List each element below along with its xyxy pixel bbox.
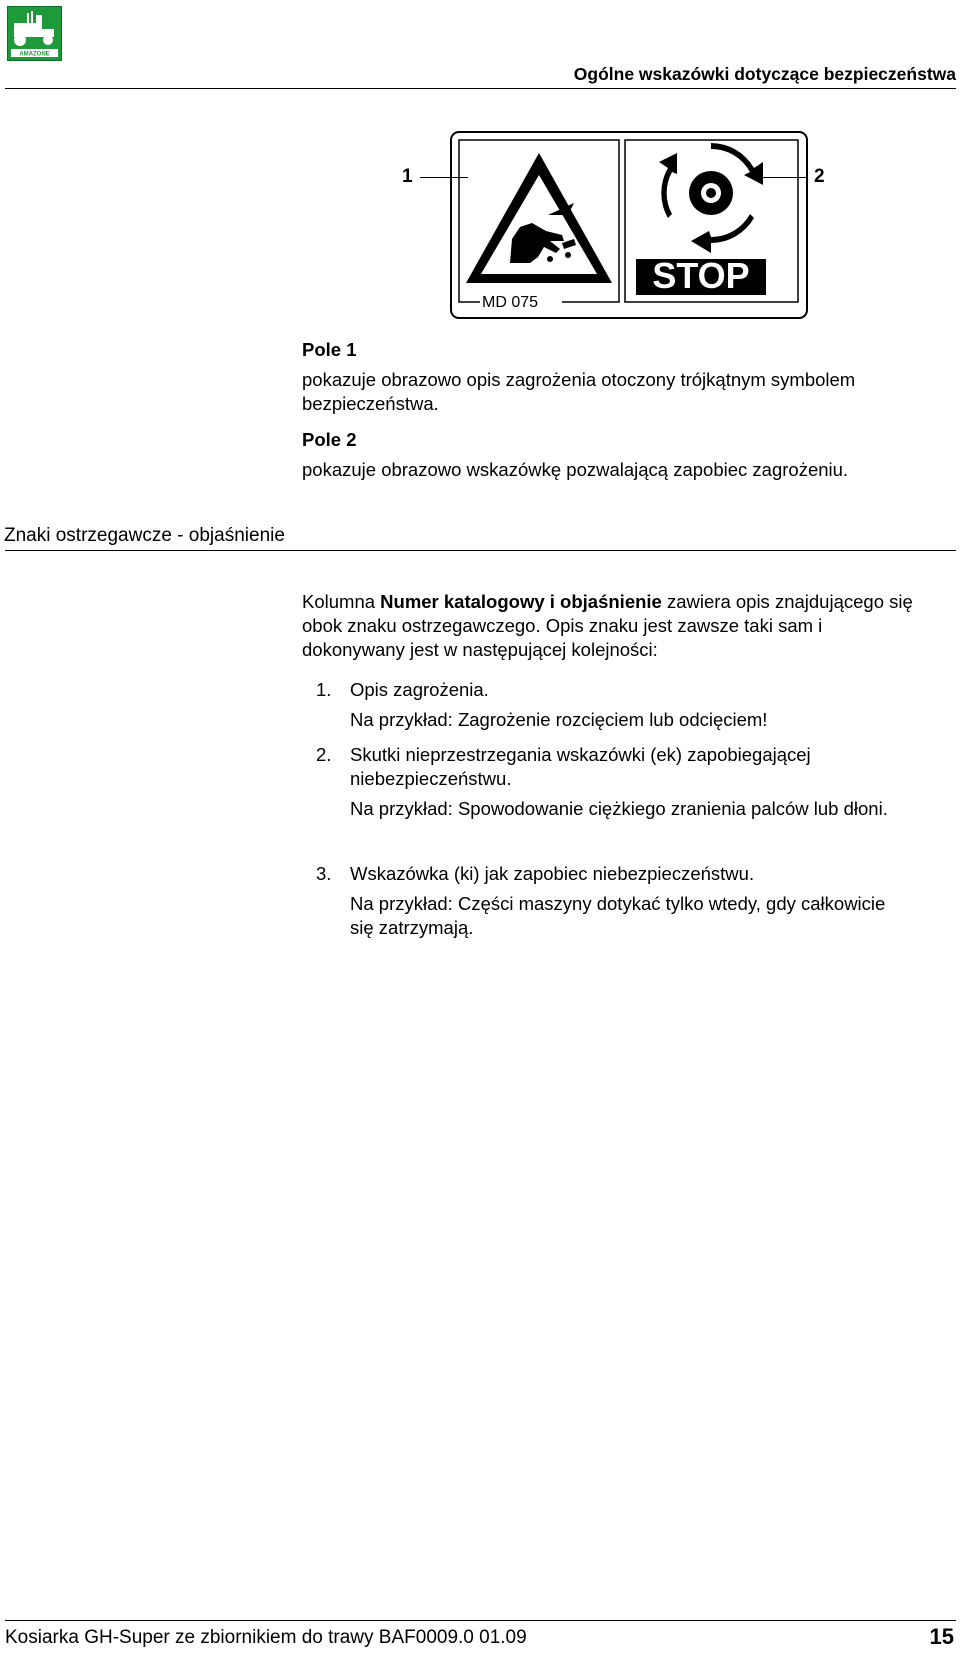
sign-code: MD 075 (482, 294, 539, 311)
field-1-text: pokazuje obrazowo opis zagrożenia otoczony trójkątnym symbolem bezpieczeństwa. (302, 369, 856, 414)
list-item-number: 3. (316, 863, 332, 884)
intro-text-bold: Numer katalogowy i objaśnienie (380, 591, 662, 612)
callout-1: 1 (402, 166, 413, 187)
callout-2-line (758, 177, 806, 178)
field-2 (302, 428, 922, 482)
list-item-example: Na przykład: Zagrożenie rozcięciem lub odcięciem! (350, 709, 768, 730)
callout-2: 2 (814, 166, 825, 187)
page-header-title: Ogólne wskazówki dotyczące bezpieczeństwa (573, 64, 956, 84)
list-item-text: Opis zagrożenia. (350, 679, 489, 700)
page-number: 15 (929, 1624, 954, 1649)
stop-label: STOP (652, 255, 750, 296)
section-divider (5, 550, 956, 551)
list-item-number: 2. (316, 744, 332, 765)
logo-text: AMAZONE (19, 51, 50, 58)
intro-text-before: Kolumna (302, 591, 381, 612)
list-item-text: Wskazówka (ki) jak zapobiec niebezpieczeństwu. (350, 863, 755, 884)
footer-document-info: Kosiarka GH-Super ze zbiornikiem do trawy BAF0009.0 01.09 (5, 1627, 527, 1648)
field-1 (302, 338, 922, 416)
amazone-logo (7, 6, 62, 61)
section-intro (302, 590, 922, 662)
tractor-logo-icon (8, 7, 61, 60)
list-item-text: Skutki nieprzestrzegania wskazówki (ek) zapobiegającej niebezpieczeństwu. (350, 744, 811, 789)
field-2-text: pokazuje obrazowo wskazówkę pozwalającą zapobiec zagrożeniu. (302, 459, 849, 480)
header-divider (5, 88, 956, 89)
callout-1-line (420, 177, 468, 178)
safety-sign (450, 131, 810, 326)
list-item-example: Na przykład: Spowodowanie ciężkiego zranienia palców lub dłoni. (350, 798, 888, 819)
field-1-label: Pole 1 (302, 339, 357, 360)
stop-sign-text (636, 255, 766, 296)
list-item-number: 1. (316, 679, 332, 700)
intro-text-after: zawiera opis znajdującego się obok znaku ostrzegawczego. Opis znaku jest zawsze taki sam i dokonywany jest w następującej kolejności: (302, 591, 913, 660)
footer-divider (5, 1620, 956, 1621)
section-heading: Znaki ostrzegawcze - objaśnienie (4, 525, 285, 546)
field-2-label: Pole 2 (302, 429, 357, 450)
list-item-example: Na przykład: Części maszyny dotykać tylko wtedy, gdy całkowicie się zatrzymają. (350, 893, 886, 938)
